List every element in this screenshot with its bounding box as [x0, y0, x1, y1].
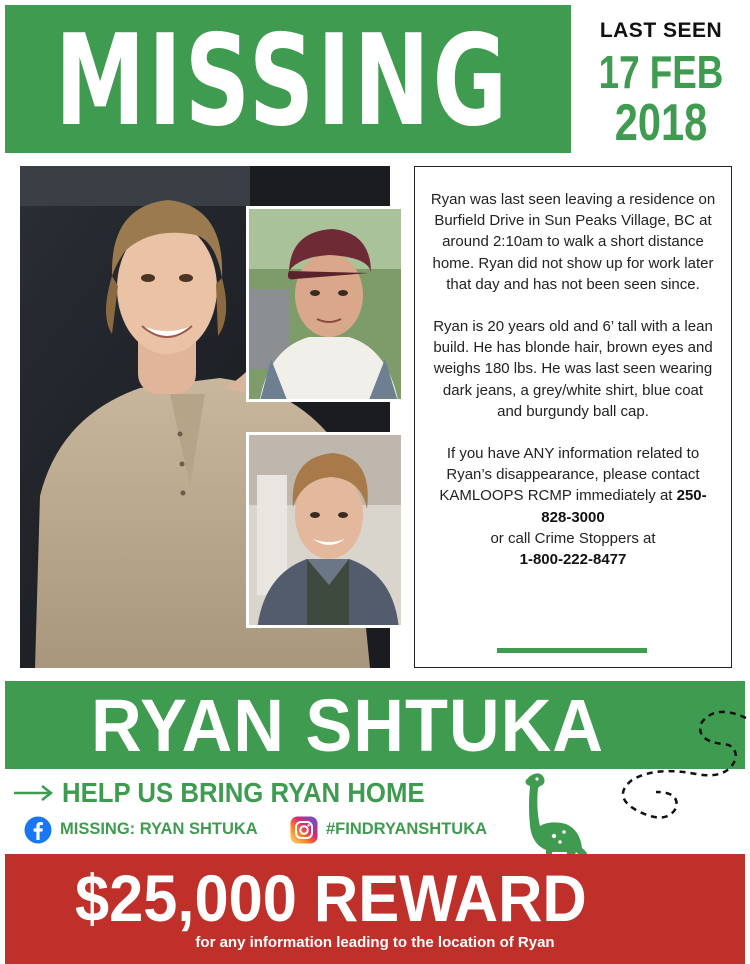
- last-seen-label: LAST SEEN: [599, 19, 723, 42]
- facebook-icon: [24, 816, 52, 844]
- facebook-label: MISSING: RYAN SHTUKA: [60, 820, 258, 838]
- missing-title: MISSING: [55, 7, 510, 154]
- top-banner: [5, 5, 745, 153]
- last-seen-box: [571, 5, 750, 153]
- info-box: [414, 166, 732, 668]
- dinosaur-icon: [510, 770, 590, 865]
- last-seen-date: 17 FEB: [598, 46, 724, 98]
- reward-band: [5, 854, 745, 964]
- info-divider-bar: [497, 648, 647, 653]
- contact-text-a: If you have ANY information related to Ryan’s disappearance, please contact KAMLOOPS RCMP immediately at: [439, 445, 700, 505]
- info-paragraph-contact: [429, 443, 717, 570]
- contact-text-b: or call Crime Stoppers at: [490, 529, 656, 547]
- missing-person-name: RYAN SHTUKA: [91, 684, 605, 767]
- arrow-right-icon: [14, 783, 54, 803]
- help-headline: HELP US BRING RYAN HOME: [62, 777, 425, 808]
- photo-plaid-shirt-image: [249, 435, 404, 628]
- photo-plaid-shirt: [246, 432, 404, 628]
- photo-ball-cap-image: [249, 209, 404, 402]
- photo-ball-cap: [246, 206, 404, 402]
- instagram-icon: [290, 816, 318, 844]
- info-paragraph-last-seen: Ryan was last seen leaving a residence on Burfield Drive in Sun Peaks Village, BC at around 2:10am to walk a short distance home. Ryan did not show up for work later that day and has not been seen since.: [430, 191, 716, 293]
- instagram-label: #FINDRYANSHTUKA: [326, 820, 488, 838]
- last-seen-year: 2018: [614, 94, 708, 152]
- dashed-trail-decoration: [576, 700, 748, 830]
- info-paragraph-description: Ryan is 20 years old and 6’ tall with a lean build. He has blonde hair, brown eyes and weighs 180 lbs. He was last seen wearing dark jeans, a grey/white shirt, blue coat and burgundy ball cap.: [433, 318, 713, 420]
- reward-subline: for any information leading to the location of Ryan: [195, 934, 555, 951]
- rcmp-phone: 250-828-3000: [541, 487, 707, 526]
- crime-stoppers-phone: 1-800-222-8477: [519, 551, 627, 569]
- reward-amount: $25,000 REWARD: [75, 861, 587, 935]
